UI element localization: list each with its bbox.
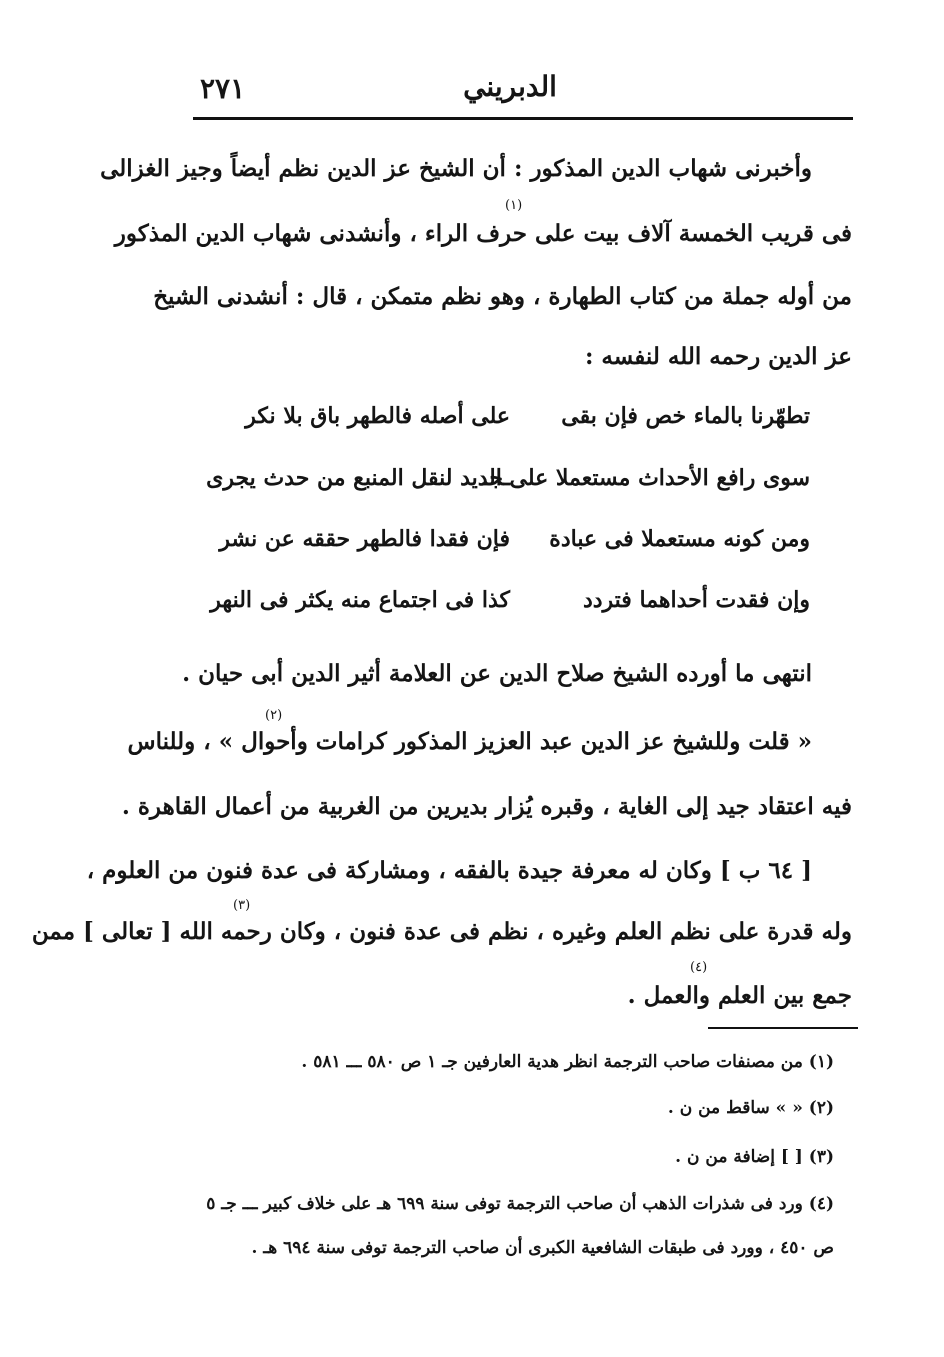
poem-verse [206, 465, 850, 505]
body-line-text: فى قريب الخمسة آلاف بيت على حرف الراء ، وأنشدنى شهاب الدين المذكور [114, 220, 852, 247]
body-line: عز الدين رحمه الله لنفسه : [584, 343, 852, 370]
poem-verse [219, 526, 850, 566]
body-line: [ ٦٤ ب ] وكان له معرفة جيدة بالفقه ، ومشاركة فى عدة فنون من العلوم ، [86, 857, 812, 884]
body-line [114, 220, 852, 247]
verse-first-hemistich: سوى رافع الأحداث مستعملا على الـ [482, 465, 810, 491]
footnote: ص ٤٥٠ ، وورد فى طبقات الشافعية الكبرى أن صاحب الترجمة توفى سنة ٦٩٤ هـ . [251, 1238, 834, 1258]
footnote: (٣) [ ] إضافة من ن . [675, 1147, 834, 1167]
verse-second-hemistich: ـجديد لنقل المنبع من حدث يجرى [206, 465, 510, 491]
body-line: انتهى ما أورده الشيخ صلاح الدين عن العلامة أثير الدين أبى حيان . [182, 660, 812, 687]
footnote: (٤) ورد فى شذرات الذهب أن صاحب الترجمة توفى سنة ٦٩٩ هـ على خلاف كبير ـــ جـ ٥ [206, 1194, 834, 1214]
body-line: وأخبرنى شهاب الدين المذكور : أن الشيخ عز الدين نظم أيضاً وجيز الغزالى [100, 155, 812, 182]
header-rule [193, 117, 853, 120]
footnote: (١) من مصنفات صاحب الترجمة انظر هدية العارفين جـ ١ ص ٥٨٠ ـــ ٥٨١ . [301, 1052, 834, 1072]
verse-second-hemistich: فإن فقدا فالطهر حققه عن نشر [219, 526, 510, 552]
verse-first-hemistich: وإن فقدت أحداهما فتردد [582, 587, 810, 613]
footnote-rule [708, 1027, 858, 1029]
verse-second-hemistich: كذا فى اجتماع منه يكثر فى النهر [210, 587, 510, 613]
running-title: الدبريني [463, 70, 557, 103]
body-line: فيه اعتقاد جيد إلى الغاية ، وقبره يُزار بديرين من الغربية من أعمال القاهرة . [121, 793, 852, 820]
body-line: جمع بين العلم والعمل . [627, 982, 852, 1009]
page-number: ٢٧١ [200, 72, 246, 105]
verse-first-hemistich: تطهّرنا بالماء خص فإن بقى [561, 403, 810, 429]
verse-first-hemistich: ومن كونه مستعملا فى عبادة [549, 526, 810, 552]
body-line: « قلت وللشيخ عز الدين عبد العزيز المذكور كرامات وأحوال » ، وللناس [127, 728, 812, 755]
book-page: ٢٧١ الدبريني وأخبرنى شهاب الدين المذكور : أن الشيخ عز الدين نظم أيضاً وجيز الغزالى فى قريب الخمسة آلاف بيت على حرف الراء ، وأنشدنى شهاب الدين المذكور (١) من أوله جملة من كتاب الطهارة ، وهو نظم متمكن ، قال : أنشدنى الشيخ عز الدين رحمه الله لنفسه : تطهّرنا بالماء خص فإن بقى على أصله فالطهر باق بلا نكر سوى رافع الأحداث مستعملا على الـ ـجديد لنقل المنبع من حدث يجرى ومن كونه مستعملا فى عبادة فإن فقدا فالطهر حققه عن نشر وإن فقدت أحداهما فتردد كذا فى اجتماع منه يكثر فى النهر انتهى ما أورده الشيخ صلاح الدين عن العلامة أثير الدين أبى حيان . « قلت وللشيخ عز الدين عبد العزيز المذكور كرامات وأحوال » ، وللناس (٢) فيه اعتقاد جيد إلى الغاية ، وقبره يُزار بديرين من الغربية من أعمال القاهرة . [ ٦٤ ب ] وكان له معرفة جيدة بالفقه ، ومشاركة فى عدة فنون من العلوم ، وله قدرة على نظم العلم وغيره ، نظم فى عدة فنون ، وكان رحمه الله [ تعالى ] ممن (٣) جمع بين العلم والعمل . (٤) (١) من مصنفات صاحب الترجمة انظر هدية العارفين جـ ١ ص ٥٨٠ ـــ ٥٨١ . (٢) « » ساقط من ن . (٣) [ ] إضافة من ن . (٤) ورد فى شذرات الذهب أن صاحب الترجمة توفى سنة ٦٩٩ هـ على خلاف كبير ـــ جـ ٥ ص ٤٥٠ ، وورد فى طبقات الشافعية الكبرى أن صاحب الترجمة توفى سنة ٦٩٤ هـ . [0, 0, 944, 1357]
footnote: (٢) « » ساقط من ن . [667, 1098, 834, 1118]
body-line: من أوله جملة من كتاب الطهارة ، وهو نظم متمكن ، قال : أنشدنى الشيخ [153, 283, 852, 310]
poem-verse [230, 403, 850, 443]
body-line: وله قدرة على نظم العلم وغيره ، نظم فى عدة فنون ، وكان رحمه الله [ تعالى ] ممن [31, 918, 852, 945]
poem-verse [210, 587, 850, 627]
verse-second-hemistich: على أصله فالطهر باق بلا نكر [245, 403, 510, 429]
